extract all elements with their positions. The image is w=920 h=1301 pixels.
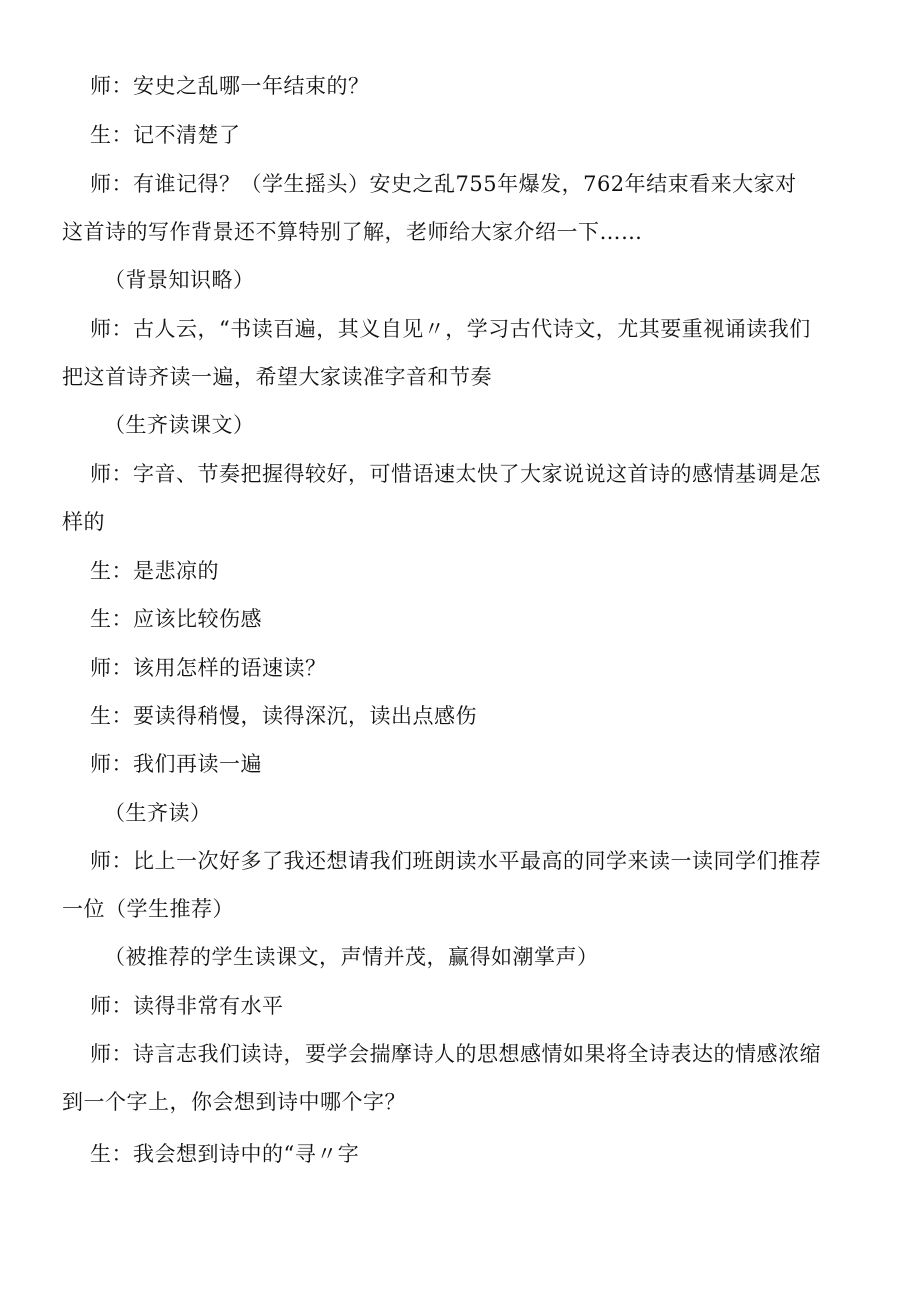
dialogue-line-continuation: 样的: [62, 510, 105, 534]
dialogue-line: 师：有谁记得？（学生摇头）安史之乱755年爆发，762年结束看来大家对: [90, 172, 797, 196]
dialogue-line: 师：字音、节奏把握得较好，可惜语速太快了大家说说这首诗的感情基调是怎: [90, 462, 821, 486]
dialogue-line: 师：古人云，“书读百遍，其义自见〃，学习古代诗文，尤其要重视诵读我们: [90, 317, 811, 341]
dialogue-line-continuation: 这首诗的写作背景还不算特别了解，老师给大家介绍一下……: [62, 220, 643, 244]
dialogue-line: 师：我们再读一遍: [90, 752, 262, 776]
dialogue-line: 生：是悲凉的: [90, 559, 219, 583]
dialogue-line: 师：安史之乱哪一年结束的？: [90, 74, 370, 98]
dialogue-line-continuation: 把这首诗齐读一遍，希望大家读准字音和节奏: [62, 365, 492, 389]
stage-note: （生齐读课文）: [104, 413, 255, 437]
stage-note: （被推荐的学生读课文，声情并茂，赢得如潮掌声）: [104, 945, 599, 969]
dialogue-line: 师：读得非常有水平: [90, 994, 284, 1018]
dialogue-line: 师：诗言志我们读诗，要学会揣摩诗人的思想感情如果将全诗表达的情感浓缩: [90, 1042, 821, 1066]
dialogue-line: 师：比上一次好多了我还想请我们班朗读水平最高的同学来读一读同学们推荐: [90, 849, 821, 873]
stage-note: （背景知识略）: [104, 268, 255, 292]
stage-note: （生齐读）: [104, 801, 212, 825]
dialogue-line: 生：我会想到诗中的“寻〃字: [90, 1142, 360, 1166]
dialogue-line: 生：记不清楚了: [90, 123, 241, 147]
dialogue-line: 生：应该比较伤感: [90, 607, 262, 631]
dialogue-line-continuation: 到一个字上，你会想到诗中哪个字？: [62, 1090, 406, 1114]
dialogue-line: 师：该用怎样的语速读？: [90, 656, 327, 680]
dialogue-line: 生：要读得稍慢，读得深沉，读出点感伤: [90, 704, 477, 728]
dialogue-line-continuation: 一位（学生推荐）: [62, 897, 234, 921]
